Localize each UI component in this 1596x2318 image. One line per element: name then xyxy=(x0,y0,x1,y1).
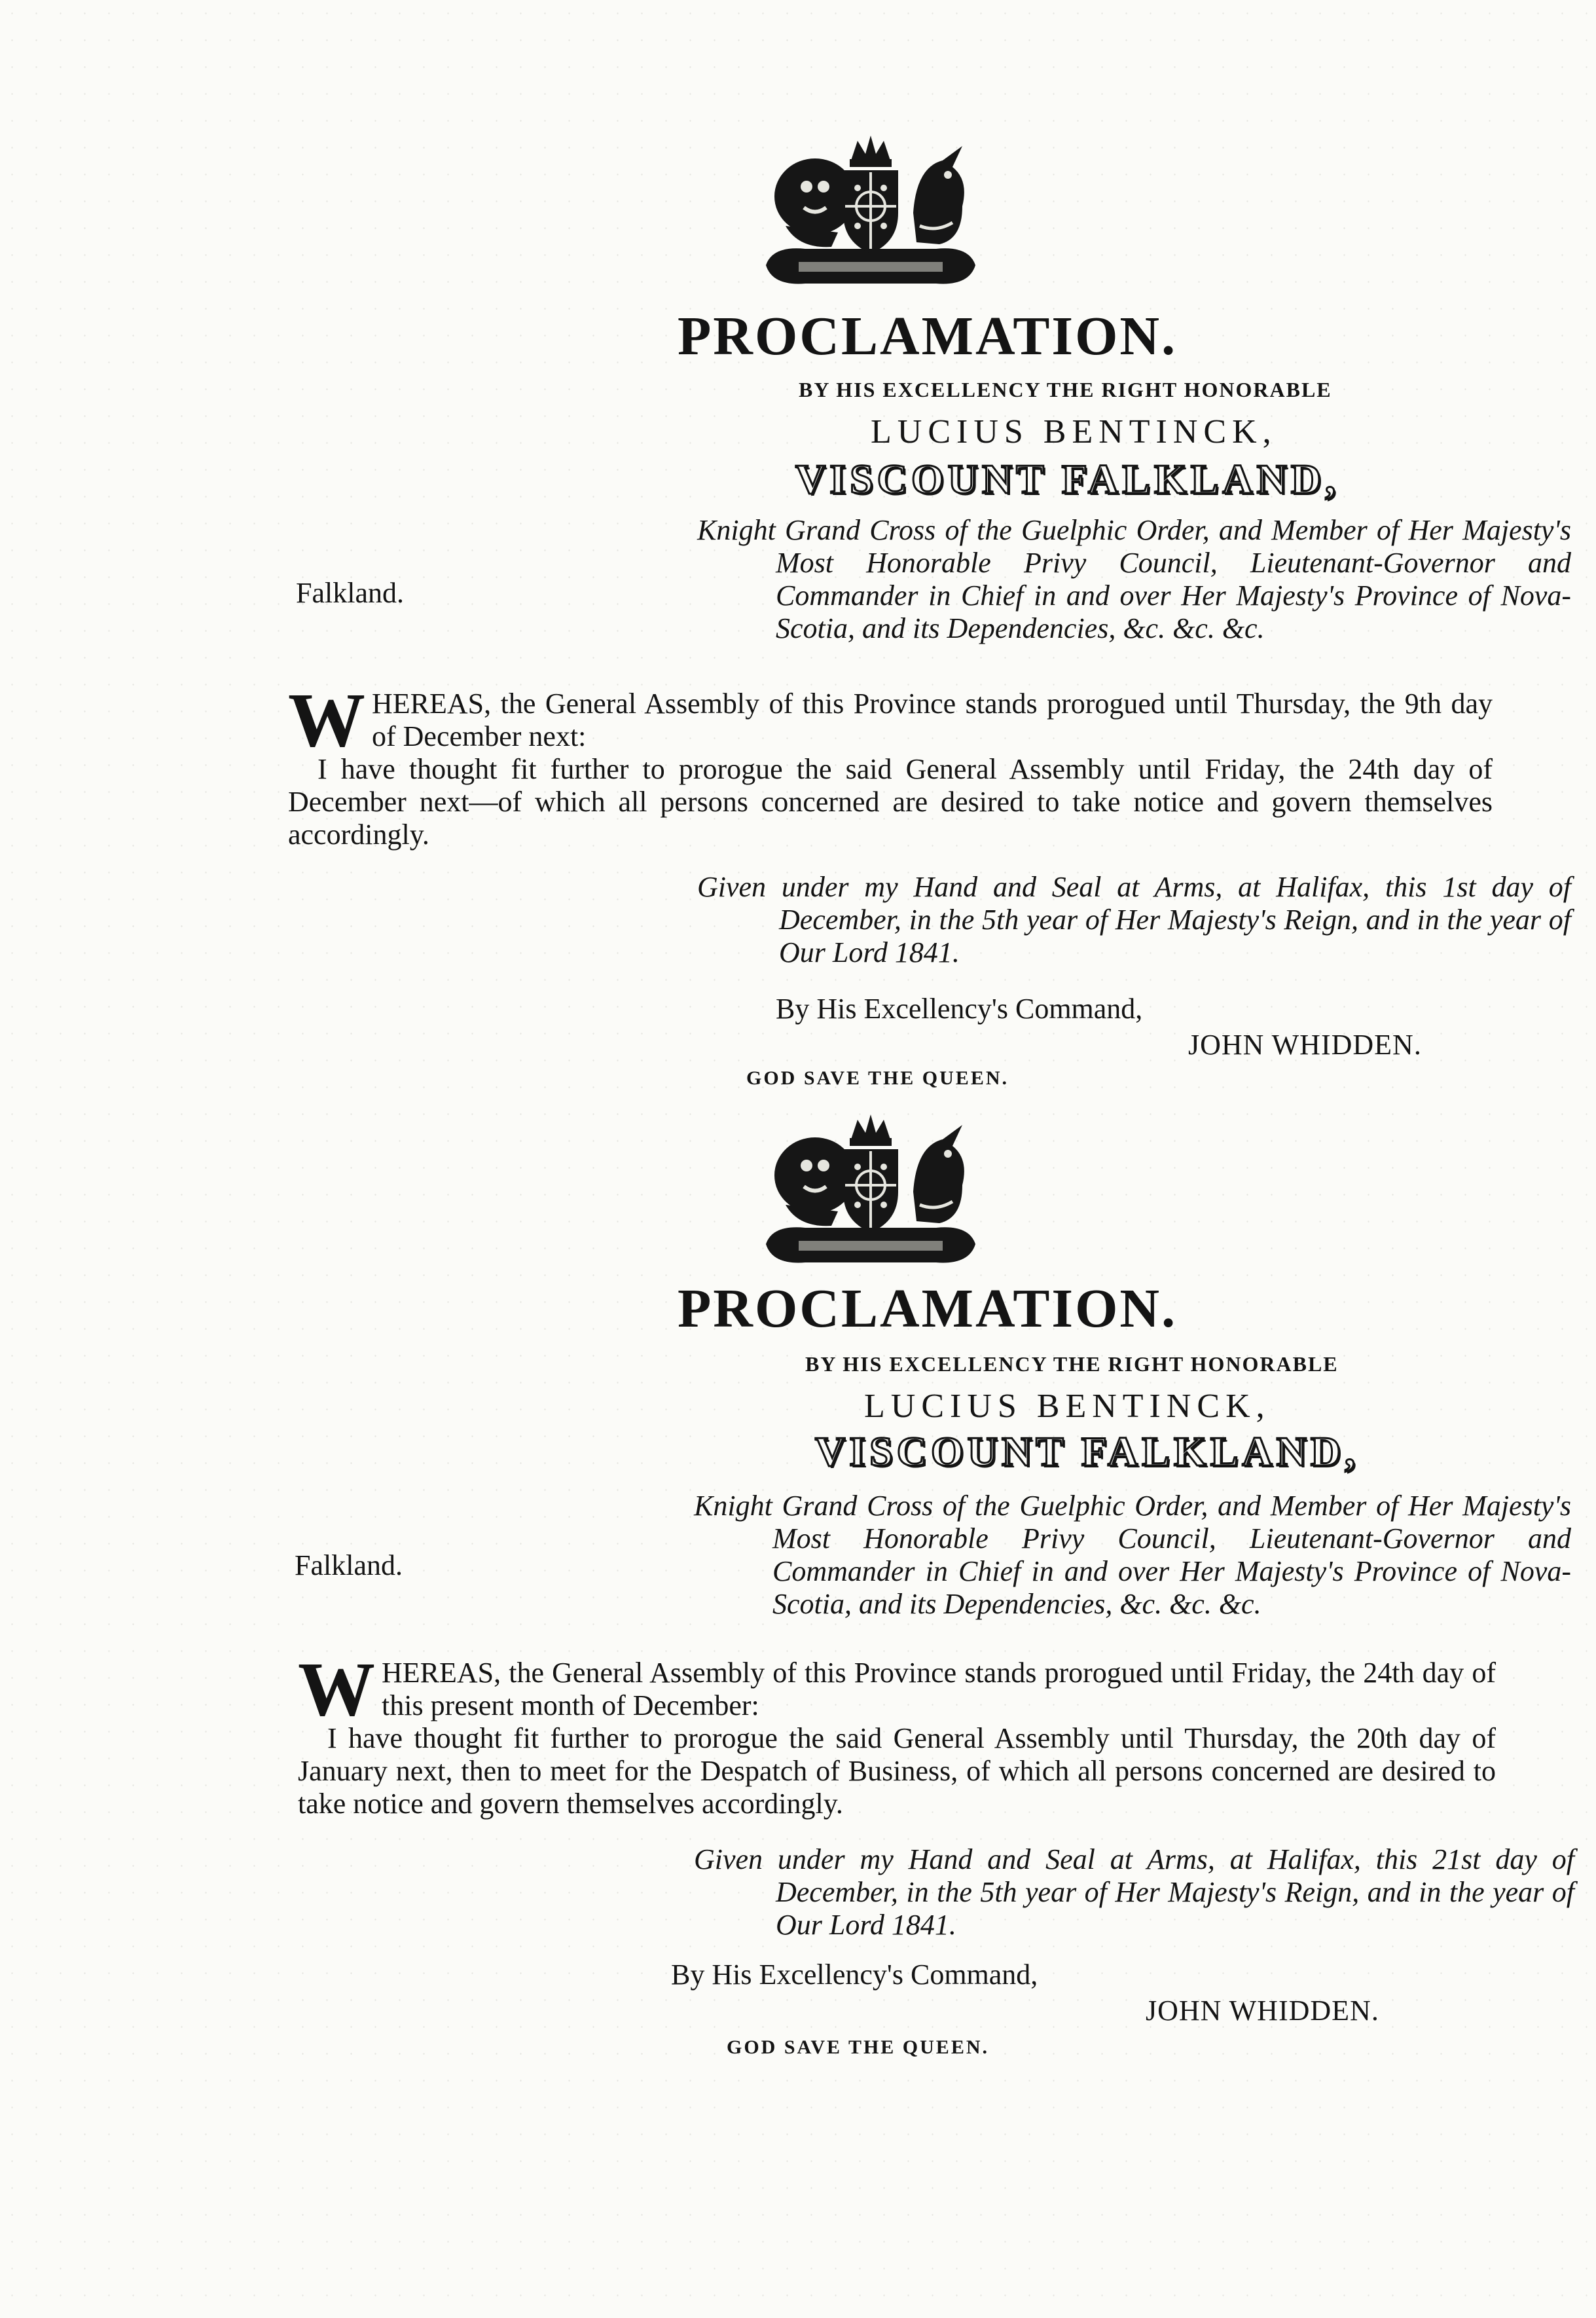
governor-name: LUCIUS BENTINCK, xyxy=(864,1388,1271,1425)
marginal-signature: Falkland. xyxy=(296,577,404,609)
royal-coat-of-arms-icon xyxy=(753,134,988,291)
marginal-signature: Falkland. xyxy=(295,1549,403,1581)
by-line: BY HIS EXCELLENCY THE RIGHT HONORABLE xyxy=(805,1352,1339,1376)
governor-honours: Knight Grand Cross of the Guelphic Order, and Member of Her Majesty's Most Honorable Privy Council, Lieutenant-Governor and Commander in Chief in and over Her Majesty's Province of Nova-Scotia, and its Dependencies, &c. &c. &c. xyxy=(694,1490,1571,1620)
signatory: JOHN WHIDDEN. xyxy=(1188,1029,1422,1061)
whereas-paragraph: HEREAS, the General Assembly of this Province stands prorogued until Thursday, the 9th day of December next: xyxy=(372,688,1493,752)
governor-title: VISCOUNT FALKLAND, xyxy=(815,1428,1360,1475)
governor-title: VISCOUNT FALKLAND, xyxy=(795,456,1340,502)
drop-cap: W xyxy=(298,1646,375,1732)
prorogation-paragraph: I have thought fit further to prorogue the said General Assembly until Thursday, the 20th day of January next, then to meet for the Despatch of Business, of which all persons concerned are desired to take notice and govern themselves accordingly. xyxy=(298,1722,1496,1820)
governor-honours: Knight Grand Cross of the Guelphic Order, and Member of Her Majesty's Most Honorable Privy Council, Lieutenant-Governor and Commander in Chief in and over Her Majesty's Province of Nova-Scotia, and its Dependencies, &c. &c. &c. xyxy=(697,514,1571,644)
whereas-paragraph: HEREAS, the General Assembly of this Province stands prorogued until Friday, the 24th day of this present month of December: xyxy=(382,1657,1496,1721)
god-save-the-queen: GOD SAVE THE QUEEN. xyxy=(746,1067,1009,1089)
god-save-the-queen: GOD SAVE THE QUEEN. xyxy=(727,2036,989,2058)
command-line: By His Excellency's Command, xyxy=(776,993,1143,1025)
given-under-hand: Given under my Hand and Seal at Arms, at Halifax, this 1st day of December, in the 5th year of Her Majesty's Reign, and in the year of Our Lord 1841. xyxy=(697,871,1571,968)
proclamation-title: PROCLAMATION. xyxy=(678,1278,1178,1339)
royal-coat-of-arms-icon xyxy=(753,1113,988,1270)
drop-cap: W xyxy=(288,677,365,763)
by-line: BY HIS EXCELLENCY THE RIGHT HONORABLE xyxy=(799,378,1332,401)
signatory: JOHN WHIDDEN. xyxy=(1146,1995,1379,2027)
proclamation-body xyxy=(298,1646,1496,1820)
command-line: By His Excellency's Command, xyxy=(671,1959,1038,1991)
governor-name: LUCIUS BENTINCK, xyxy=(871,413,1277,451)
proclamation-body xyxy=(288,677,1493,851)
given-under-hand: Given under my Hand and Seal at Arms, at Halifax, this 21st day of December, in the 5th year of Her Majesty's Reign, and in the year of Our Lord 1841. xyxy=(694,1843,1574,1941)
prorogation-paragraph: I have thought fit further to prorogue the said General Assembly until Friday, the 24th day of December next—of which all persons concerned are desired to take notice and govern themselves accordingly. xyxy=(288,753,1493,851)
proclamation-title: PROCLAMATION. xyxy=(678,306,1178,367)
